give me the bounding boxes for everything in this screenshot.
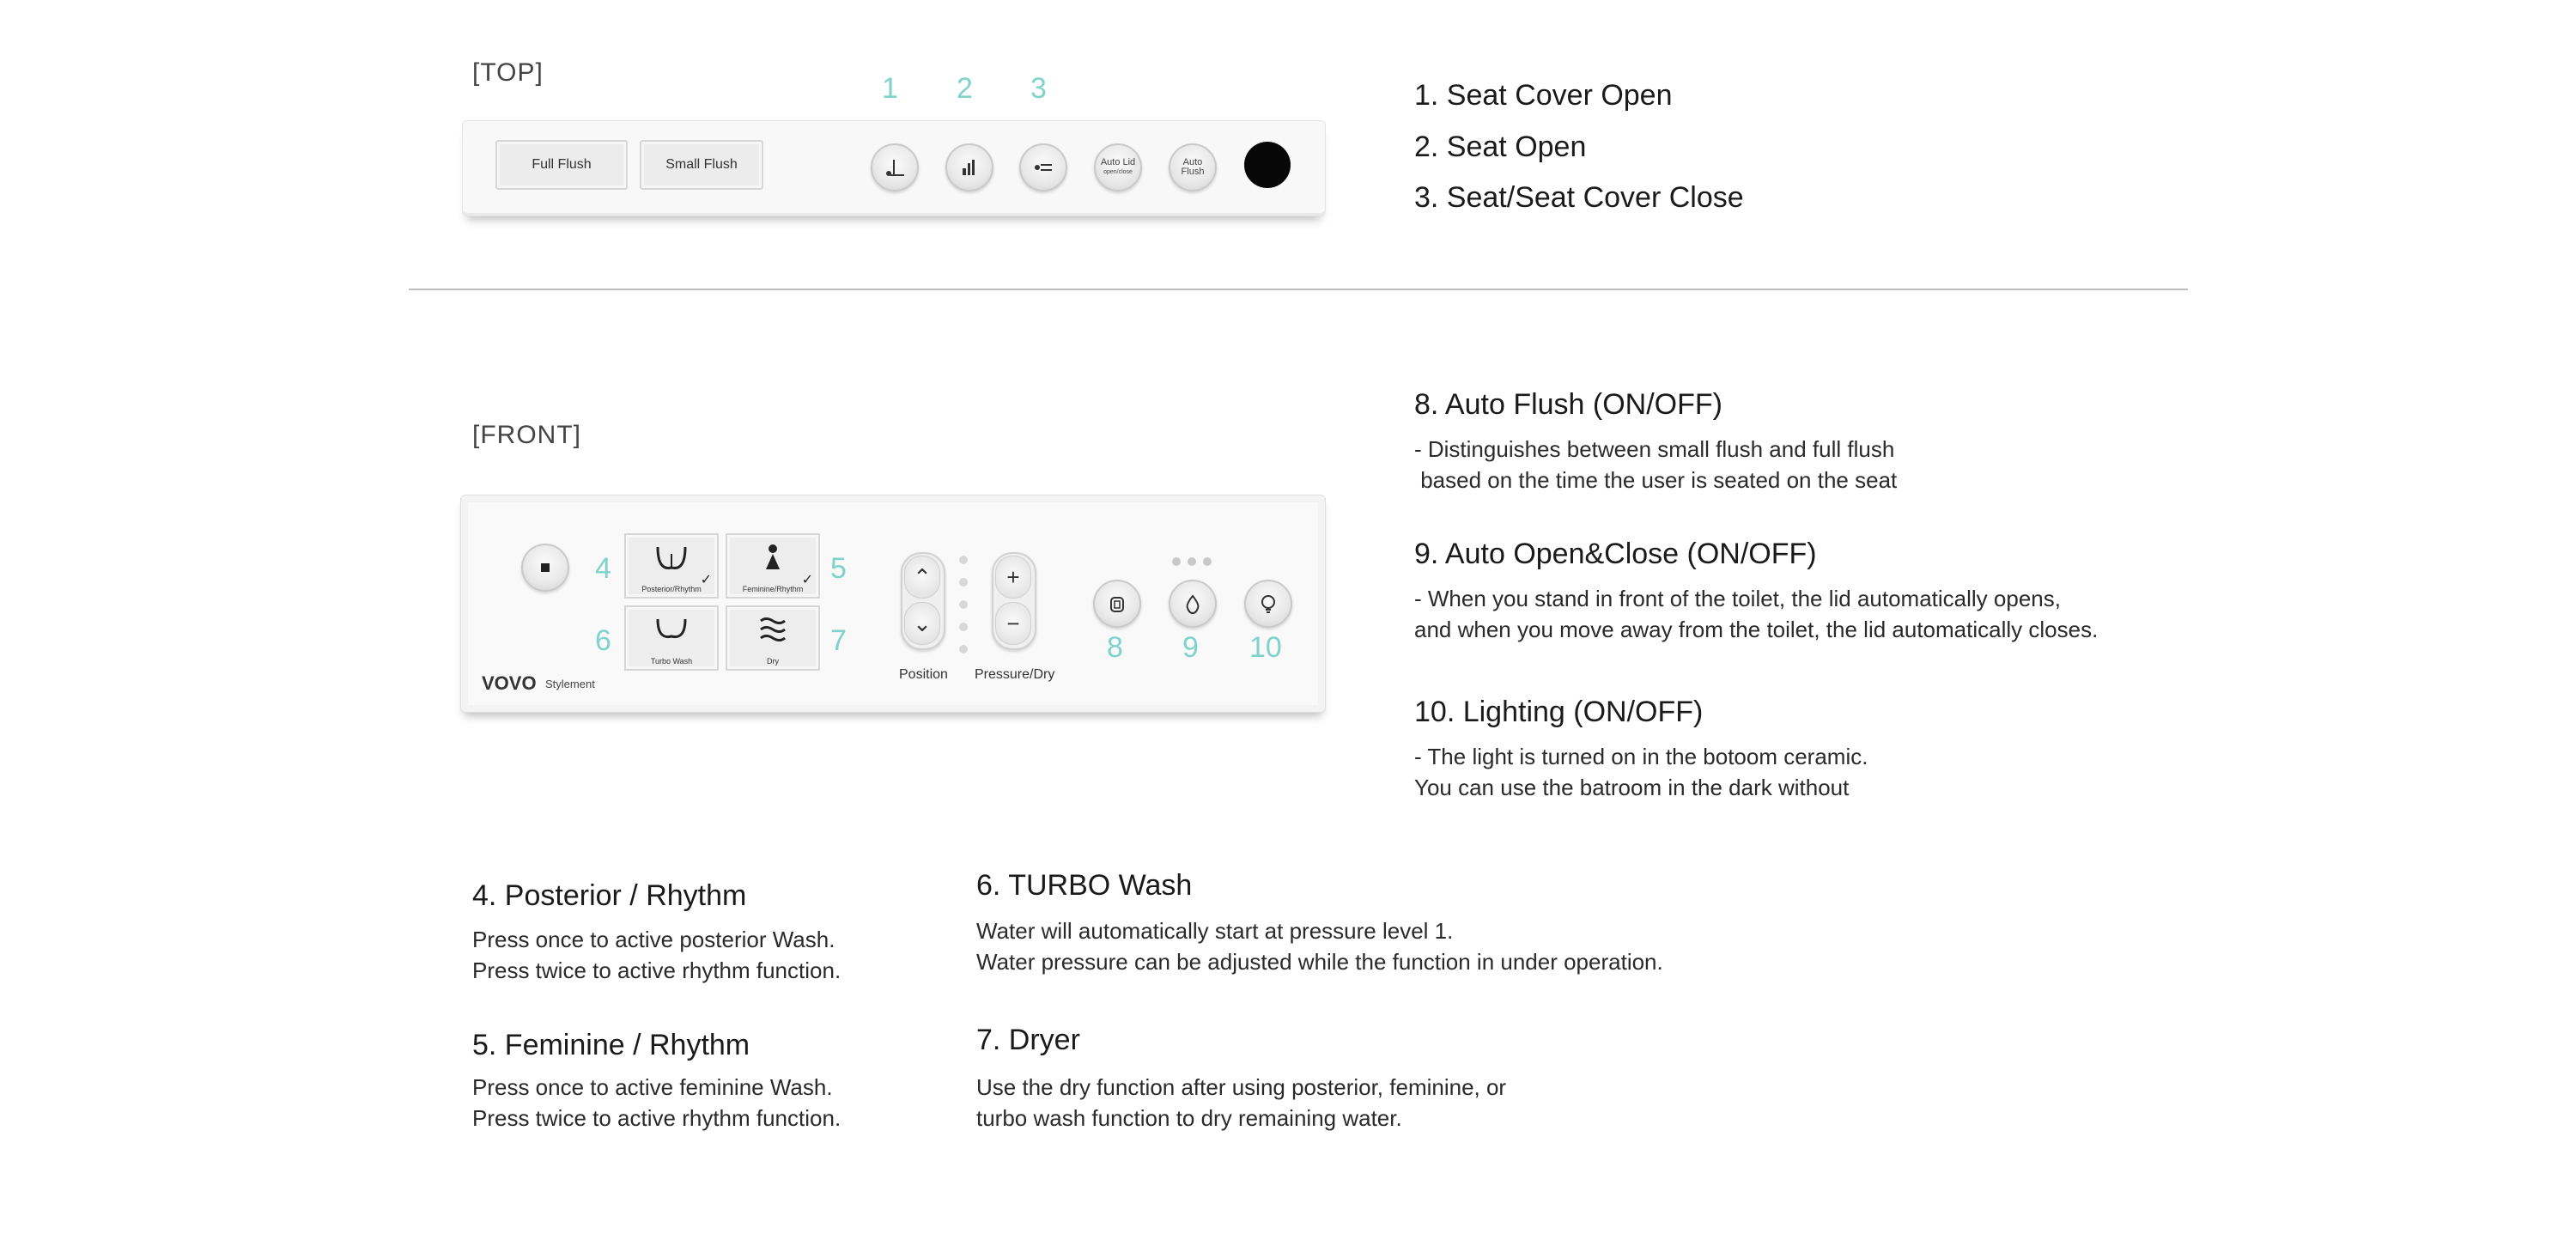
small-flush-label: Small Flush bbox=[665, 157, 738, 172]
auto-flush-text: - Distinguishes between small flush and full flush based on the time the user is seated on the seat bbox=[1414, 436, 1898, 493]
posterior-title: 4. Posterior / Rhythm bbox=[472, 879, 747, 912]
level-dot bbox=[959, 600, 968, 609]
callout-number-5: 5 bbox=[830, 552, 847, 585]
level-dot bbox=[959, 556, 968, 564]
auto-flush-label-2: Flush bbox=[1181, 167, 1205, 177]
indicator-dot bbox=[1172, 557, 1181, 566]
feminine-rhythm-button[interactable] bbox=[726, 533, 820, 599]
level-dot bbox=[959, 623, 968, 631]
feminine-text: Press once to active feminine Wash. Press twice to active rhythm function. bbox=[472, 1074, 841, 1131]
posterior-rhythm-button[interactable] bbox=[624, 533, 719, 599]
auto-lid-label: Auto Lid bbox=[1100, 157, 1136, 167]
sensor-dot bbox=[1244, 142, 1291, 188]
auto-flush-toggle[interactable] bbox=[1093, 580, 1141, 628]
turbo-wash-button[interactable] bbox=[624, 605, 719, 671]
seat-cover-open-icon bbox=[882, 155, 908, 180]
check-icon: ✓ bbox=[700, 573, 712, 587]
top-item-3: 3. Seat/Seat Cover Close bbox=[1414, 181, 1744, 214]
position-control[interactable] bbox=[901, 552, 945, 650]
turbo-text: Water will automatically start at pressure level 1. Water pressure can be adjusted while the function in under operation. bbox=[976, 918, 1663, 975]
callout-number-8: 8 bbox=[1107, 631, 1123, 664]
callout-number-2: 2 bbox=[957, 72, 973, 105]
pressure-dry-control[interactable] bbox=[992, 552, 1036, 650]
indicator-dot bbox=[1188, 557, 1196, 566]
dry-label: Dry bbox=[767, 657, 779, 666]
feminine-label: Feminine/Rhythm bbox=[742, 585, 804, 593]
level-dot bbox=[959, 578, 968, 587]
seat-open-icon bbox=[957, 155, 982, 180]
posterior-icon bbox=[653, 542, 690, 576]
top-item-2: 2. Seat Open bbox=[1414, 131, 1587, 163]
auto-lid-sublabel: open/close bbox=[1103, 169, 1133, 175]
posterior-label: Posterior/Rhythm bbox=[641, 585, 702, 593]
full-flush-label: Full Flush bbox=[532, 157, 592, 172]
turbo-title: 6. TURBO Wash bbox=[976, 869, 1193, 902]
top-control-panel bbox=[462, 120, 1326, 216]
water-drop-icon bbox=[1181, 592, 1205, 616]
full-flush-button[interactable] bbox=[495, 140, 628, 190]
lighting-title: 10. Lighting (ON/OFF) bbox=[1414, 696, 1704, 728]
lighting-toggle[interactable] bbox=[1244, 580, 1292, 628]
auto-flush-button[interactable] bbox=[1169, 143, 1217, 191]
callout-number-7: 7 bbox=[830, 624, 847, 657]
callout-number-10: 10 bbox=[1249, 631, 1282, 664]
feminine-title: 5. Feminine / Rhythm bbox=[472, 1029, 750, 1061]
chevron-up-icon[interactable]: ⌃ bbox=[904, 556, 940, 599]
feminine-icon bbox=[760, 542, 786, 576]
top-item-1: 1. Seat Cover Open bbox=[1414, 79, 1673, 112]
auto-open-title: 9. Auto Open&Close (ON/OFF) bbox=[1414, 538, 1817, 570]
light-bulb-icon bbox=[1256, 592, 1280, 616]
lighting-text: - The light is turned on in the botoom ceramic. You can use the batroom in the dark without bbox=[1414, 744, 1868, 800]
callout-number-6: 6 bbox=[595, 624, 611, 657]
level-dot bbox=[959, 645, 968, 653]
callout-number-4: 4 bbox=[595, 552, 611, 585]
seat-close-button[interactable] bbox=[1019, 143, 1067, 191]
seat-open-button[interactable] bbox=[945, 143, 993, 191]
callout-number-1: 1 bbox=[882, 72, 898, 105]
auto-open-close-toggle[interactable] bbox=[1169, 580, 1217, 628]
dryer-text: Use the dry function after using posterior, feminine, or turbo wash function to dry remaining water. bbox=[976, 1074, 1507, 1131]
pressure-dry-label: Pressure/Dry bbox=[975, 667, 1055, 682]
seat-cover-open-button[interactable] bbox=[871, 143, 919, 191]
turbo-wash-label: Turbo Wash bbox=[650, 657, 693, 666]
chevron-down-icon[interactable]: ⌄ bbox=[904, 602, 940, 645]
auto-lid-button[interactable] bbox=[1094, 143, 1142, 191]
position-label: Position bbox=[899, 667, 948, 682]
turbo-wash-icon bbox=[653, 614, 690, 645]
flush-tank-icon bbox=[1105, 592, 1129, 616]
auto-flush-label-1: Auto bbox=[1182, 157, 1203, 167]
auto-flush-title: 8. Auto Flush (ON/OFF) bbox=[1414, 388, 1722, 421]
callout-number-3: 3 bbox=[1030, 72, 1047, 105]
dryer-title: 7. Dryer bbox=[976, 1024, 1080, 1056]
posterior-text: Press once to active posterior Wash. Press twice to active rhythm function. bbox=[472, 927, 841, 983]
brand-tagline: Stylement bbox=[545, 678, 595, 690]
indicator-dot bbox=[1203, 557, 1212, 566]
check-icon: ✓ bbox=[801, 573, 813, 587]
section-divider bbox=[409, 289, 2188, 290]
brand-logo: VOVO bbox=[482, 672, 537, 694]
front-control-panel bbox=[460, 495, 1326, 713]
front-section-label: [FRONT] bbox=[472, 421, 581, 449]
stop-icon bbox=[537, 559, 554, 576]
plus-icon[interactable]: + bbox=[995, 556, 1031, 599]
stop-button[interactable] bbox=[521, 544, 569, 592]
dry-wave-icon bbox=[757, 614, 788, 645]
seat-close-icon bbox=[1030, 155, 1056, 180]
minus-icon[interactable]: − bbox=[995, 602, 1031, 645]
top-section-label: [TOP] bbox=[472, 58, 544, 87]
auto-open-text: - When you stand in front of the toilet, the lid automatically opens, and when you move away from the toilet, the lid automatically closes. bbox=[1414, 586, 2099, 642]
callout-number-9: 9 bbox=[1182, 631, 1199, 664]
small-flush-button[interactable] bbox=[640, 140, 763, 190]
dry-button[interactable] bbox=[726, 605, 820, 671]
